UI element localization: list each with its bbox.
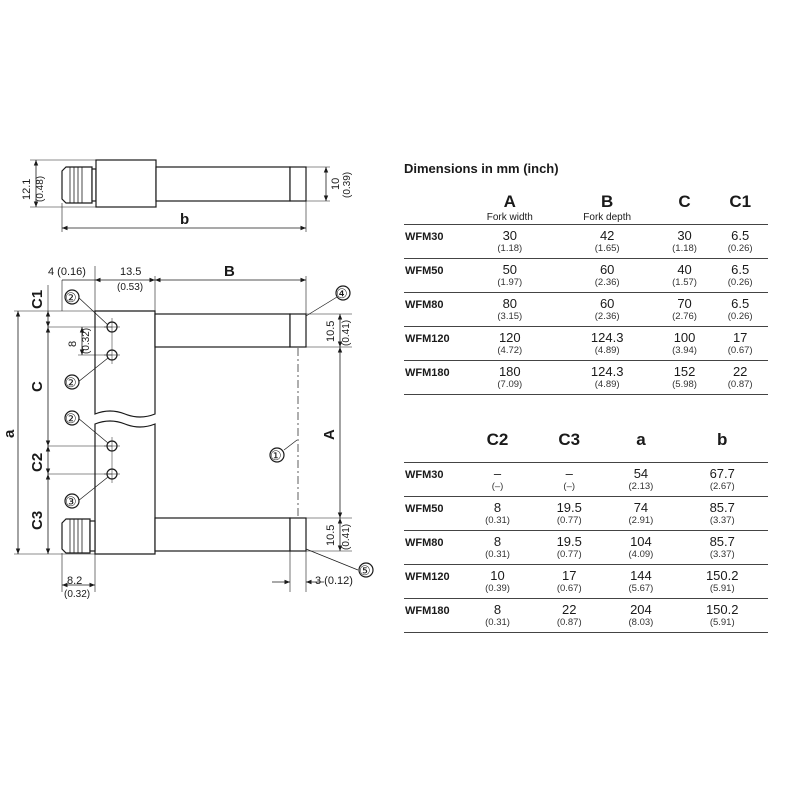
- dim-top-tip-inch: (0.39): [342, 171, 353, 198]
- dim-top-tip: 10: [330, 177, 342, 190]
- table-row: [404, 497, 768, 531]
- value-inch: (2.76): [672, 311, 697, 322]
- value-mm: 6.5: [731, 262, 750, 277]
- value-mm: 8: [493, 500, 502, 515]
- value-inch: (1.18): [672, 243, 697, 254]
- value-inch: (4.09): [628, 549, 654, 560]
- value-mm: 124.3: [590, 364, 624, 379]
- model-cell: WFM120: [405, 571, 450, 583]
- callout-2: ②: [65, 290, 77, 305]
- model-cell: WFM80: [405, 537, 444, 549]
- callout-4: ④: [336, 286, 348, 301]
- value-cell: [462, 327, 558, 361]
- value-mm: 60: [599, 296, 615, 311]
- front-view: [14, 266, 373, 592]
- value-inch: (8.03): [628, 617, 654, 628]
- callout-3: ③: [65, 494, 77, 509]
- model-cell: WFM30: [405, 231, 444, 243]
- model-cell: WFM180: [405, 367, 450, 379]
- value-mm: –: [565, 466, 573, 481]
- value-mm: 120: [498, 330, 521, 345]
- value-inch: (–): [491, 481, 504, 492]
- arm-lower: [155, 518, 290, 551]
- dim-body-width-inch: (0.53): [117, 282, 144, 293]
- value-cell: [676, 497, 768, 531]
- value-inch: (2.91): [628, 515, 654, 526]
- dim-arm-top-inch: (0.41): [341, 319, 352, 346]
- value-inch: (0.77): [556, 515, 582, 526]
- value-mm: 150.2: [705, 602, 739, 617]
- value-inch: (0.31): [485, 549, 510, 560]
- dim-C2: C2: [29, 452, 46, 472]
- value-mm: 40: [677, 262, 692, 277]
- value-cell: [676, 463, 768, 497]
- header-C: C: [678, 192, 691, 211]
- callout-1: ①: [270, 448, 282, 463]
- value-mm: 150.2: [705, 568, 739, 583]
- value-mm: 8: [493, 602, 502, 617]
- callout-2: ②: [65, 375, 77, 390]
- value-inch: (5.91): [709, 617, 735, 628]
- value-cell: [462, 225, 558, 259]
- value-mm: 124.3: [590, 330, 624, 345]
- value-mm: 80: [502, 296, 518, 311]
- model-cell: WFM30: [405, 469, 444, 481]
- value-inch: (0.26): [727, 243, 753, 254]
- value-cell: [462, 531, 533, 565]
- value-mm: 70: [677, 296, 692, 311]
- table-row: [404, 531, 768, 565]
- table-row: [404, 361, 768, 395]
- dim-connector: 8.2: [67, 575, 83, 587]
- dim-C1: C1: [29, 289, 46, 309]
- table-header-row: [404, 430, 768, 463]
- table-header-row: [404, 192, 768, 225]
- value-mm: 6.5: [731, 228, 750, 243]
- value-cell: [462, 293, 558, 327]
- value-cell: [676, 599, 768, 633]
- value-inch: (1.57): [672, 277, 697, 288]
- value-mm: 60: [599, 262, 615, 277]
- table-row: [404, 225, 768, 259]
- value-mm: 42: [599, 228, 615, 243]
- value-mm: 144: [630, 568, 652, 583]
- dim-connector-inch: (0.32): [64, 589, 91, 600]
- dimension-table-2: [404, 430, 768, 633]
- arm-top: [156, 167, 290, 201]
- dim-body-width: 13.5: [120, 266, 142, 278]
- value-cell: [657, 225, 713, 259]
- value-cell: [657, 293, 713, 327]
- value-mm: 85.7: [709, 534, 735, 549]
- value-mm: 30: [502, 228, 518, 243]
- value-mm: 67.7: [709, 466, 735, 481]
- value-cell: [676, 531, 768, 565]
- value-cell: [462, 361, 558, 395]
- value-cell: [657, 259, 713, 293]
- table-row: [404, 293, 768, 327]
- dim-C: C: [29, 381, 46, 392]
- value-mm: 204: [630, 602, 652, 617]
- callout-2: ②: [65, 411, 77, 426]
- value-mm: 19.5: [556, 500, 582, 515]
- callout-5: ⑤: [359, 563, 371, 578]
- value-mm: 85.7: [709, 500, 735, 515]
- value-cell: [712, 225, 768, 259]
- value-cell: [605, 531, 676, 565]
- dim-a: a: [1, 429, 18, 438]
- dim-fork-width-A: A: [321, 429, 338, 440]
- value-inch: (2.36): [594, 277, 620, 288]
- value-inch: (1.97): [497, 277, 523, 288]
- value-inch: (5.67): [628, 583, 654, 594]
- dim-length-b: b: [180, 211, 190, 228]
- value-cell: [657, 327, 713, 361]
- value-cell: [462, 497, 533, 531]
- value-inch: (0.31): [485, 617, 510, 628]
- dim-arm-bottom: 10.5: [325, 524, 337, 546]
- value-inch: (5.98): [672, 379, 697, 390]
- value-inch: (0.77): [556, 549, 582, 560]
- connector-front: [62, 519, 90, 553]
- value-cell: [712, 259, 768, 293]
- value-cell: [533, 565, 605, 599]
- value-cell: [533, 463, 605, 497]
- arm-upper: [155, 314, 290, 347]
- header-a: a: [636, 430, 646, 449]
- value-mm: 17: [732, 330, 748, 345]
- value-mm: 74: [633, 500, 649, 515]
- value-cell: [657, 361, 713, 395]
- model-header: [404, 430, 462, 463]
- value-cell: [533, 599, 605, 633]
- dim-arm-bottom-inch: (0.41): [341, 523, 352, 550]
- value-mm: 50: [502, 262, 518, 277]
- value-mm: 22: [562, 602, 577, 617]
- value-mm: 10: [490, 568, 505, 583]
- dim-offset: 4 (0.16): [48, 266, 86, 278]
- value-cell: [462, 599, 533, 633]
- table-row: [404, 565, 768, 599]
- value-inch: (5.91): [709, 583, 735, 594]
- dim-C3: C3: [29, 510, 46, 530]
- value-inch: (3.15): [497, 311, 523, 322]
- value-inch: (0.26): [727, 277, 753, 288]
- value-inch: (0.67): [556, 583, 582, 594]
- table-row: [404, 599, 768, 633]
- table-row: [404, 463, 768, 497]
- table-row: [404, 259, 768, 293]
- table-row: [404, 327, 768, 361]
- header-b: b: [717, 430, 728, 449]
- value-inch: (1.65): [594, 243, 620, 254]
- dimension-table-1: [404, 192, 768, 395]
- model-cell: WFM50: [405, 265, 444, 277]
- tables-title: Dimensions in mm (inch): [404, 161, 559, 176]
- value-mm: 19.5: [556, 534, 582, 549]
- value-cell: [605, 565, 676, 599]
- table-body: [404, 463, 768, 633]
- value-cell: [712, 327, 768, 361]
- model-header: [404, 192, 462, 225]
- dim-top-height: 12.1: [21, 178, 33, 200]
- housing-top: [96, 160, 156, 207]
- value-mm: 54: [633, 466, 649, 481]
- connector-shape: [62, 167, 92, 203]
- value-cell: [462, 463, 533, 497]
- value-inch: (2.13): [628, 481, 654, 492]
- value-mm: –: [493, 466, 502, 481]
- header-A: A Fork width: [486, 192, 533, 223]
- dim-hole-spacing-inch: (0.32): [81, 327, 92, 354]
- value-cell: [605, 463, 676, 497]
- dim-arm-top: 10.5: [325, 320, 337, 342]
- header-B: B Fork depth: [583, 192, 632, 223]
- value-cell: [558, 225, 657, 259]
- value-cell: [605, 497, 676, 531]
- value-cell: [558, 361, 657, 395]
- housing-lower: [95, 421, 155, 554]
- model-cell: WFM120: [405, 333, 450, 345]
- value-mm: 152: [673, 364, 696, 379]
- value-cell: [533, 497, 605, 531]
- value-cell: [462, 259, 558, 293]
- value-cell: [558, 259, 657, 293]
- value-inch: (2.36): [594, 311, 620, 322]
- value-mm: 8: [493, 534, 502, 549]
- value-mm: 22: [732, 364, 748, 379]
- value-inch: (0.87): [556, 617, 582, 628]
- value-mm: 100: [673, 330, 696, 345]
- value-inch: (4.89): [594, 345, 620, 356]
- model-cell: WFM180: [405, 605, 450, 617]
- value-cell: [558, 293, 657, 327]
- value-mm: 17: [562, 568, 577, 583]
- header-C2: C2: [486, 430, 509, 449]
- value-inch: (7.09): [497, 379, 523, 390]
- value-inch: (4.72): [497, 345, 523, 356]
- value-cell: [676, 565, 768, 599]
- value-cell: [558, 327, 657, 361]
- dim-top-height-inch: (0.48): [35, 175, 46, 202]
- value-inch: (0.87): [727, 379, 753, 390]
- value-cell: [605, 599, 676, 633]
- value-inch: (1.18): [497, 243, 523, 254]
- dim-tip: 3 (0.12): [315, 575, 353, 587]
- value-mm: 30: [677, 228, 692, 243]
- value-inch: (0.39): [485, 583, 510, 594]
- model-cell: WFM50: [405, 503, 444, 515]
- value-cell: [533, 531, 605, 565]
- value-mm: 6.5: [731, 296, 750, 311]
- value-inch: (3.37): [709, 549, 735, 560]
- header-C3: C3: [558, 430, 581, 449]
- value-inch: (3.94): [672, 345, 697, 356]
- value-inch: (–): [563, 481, 576, 492]
- value-cell: [712, 361, 768, 395]
- value-inch: (0.67): [727, 345, 753, 356]
- value-mm: 180: [498, 364, 521, 379]
- value-cell: [712, 293, 768, 327]
- value-cell: [462, 565, 533, 599]
- dim-fork-depth-B: B: [224, 263, 235, 280]
- value-mm: 104: [630, 534, 652, 549]
- value-inch: (0.26): [727, 311, 753, 322]
- dim-hole-spacing: 8: [67, 340, 79, 347]
- value-inch: (0.31): [485, 515, 510, 526]
- value-inch: (2.67): [709, 481, 735, 492]
- table-body: [404, 225, 768, 395]
- model-cell: WFM80: [405, 299, 444, 311]
- value-inch: (3.37): [709, 515, 735, 526]
- value-inch: (4.89): [594, 379, 620, 390]
- header-C1: C1: [729, 192, 752, 211]
